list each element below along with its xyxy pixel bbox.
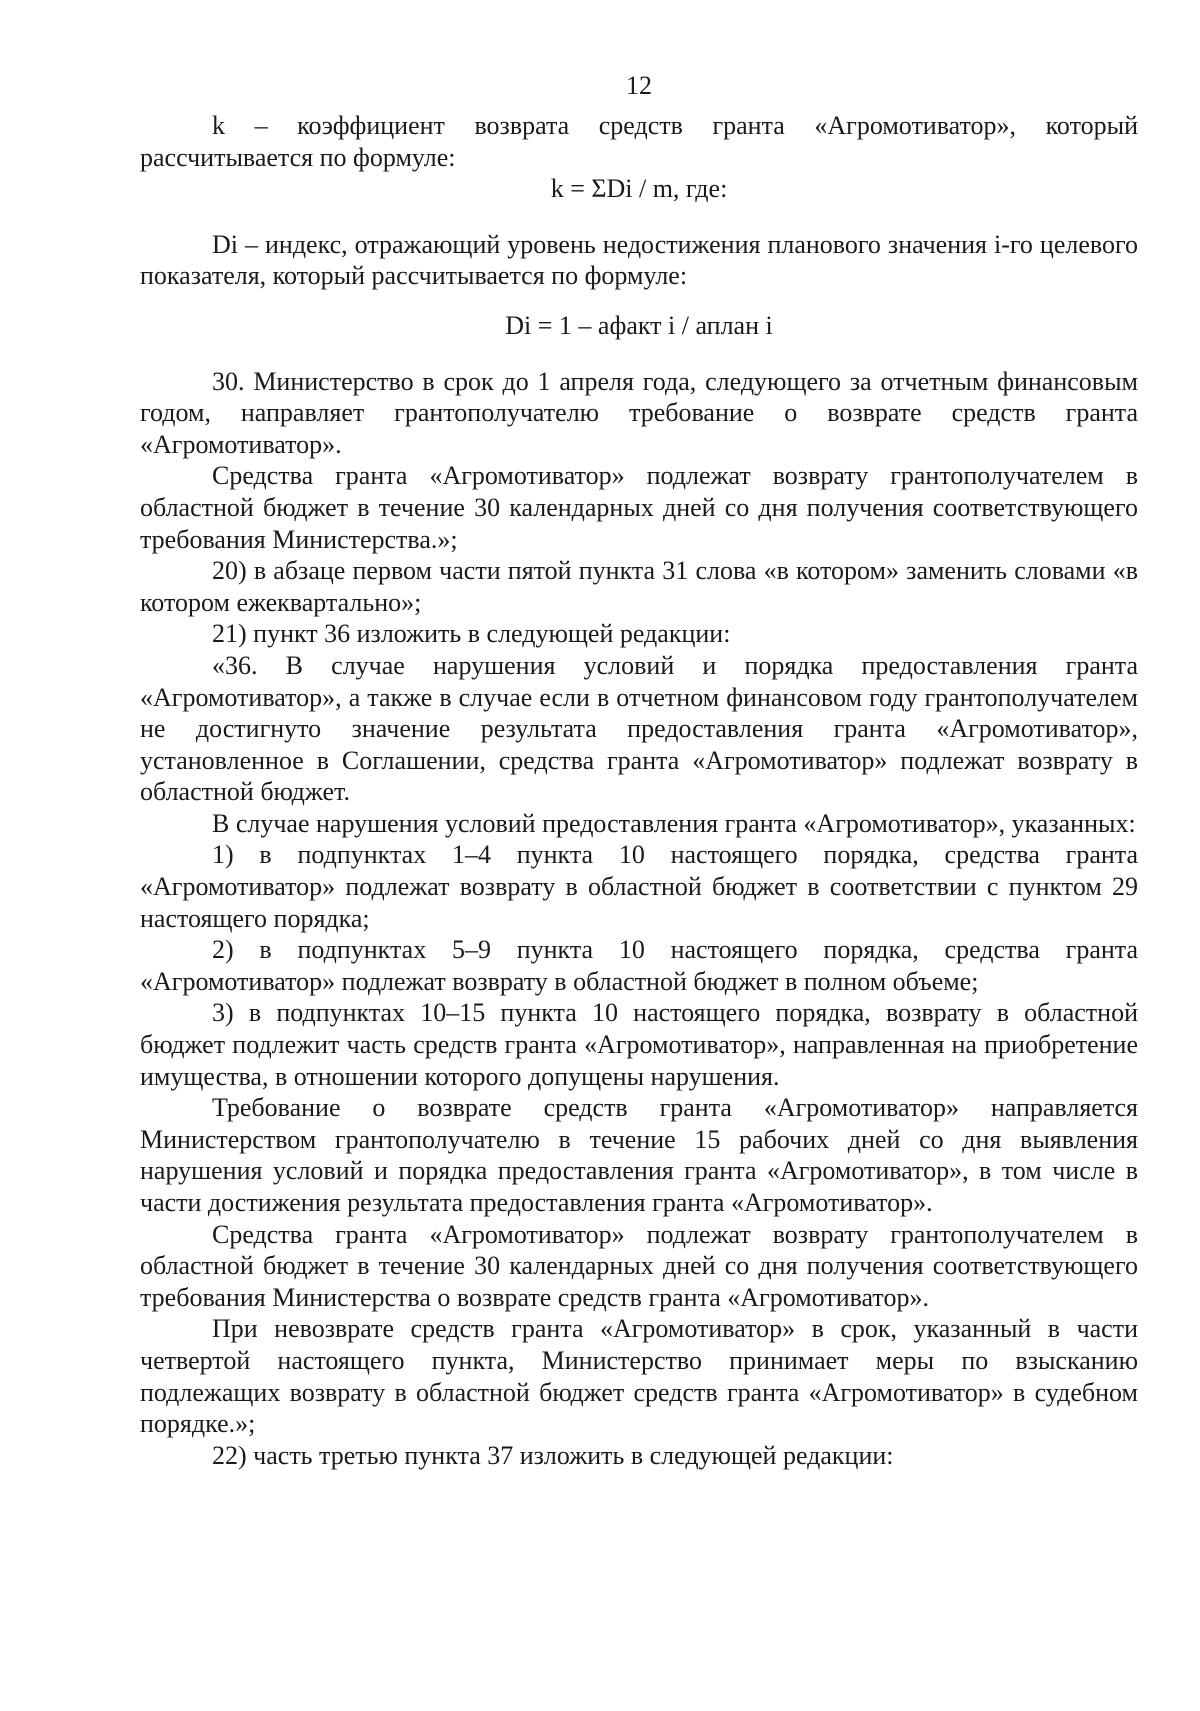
paragraph-amendment-22: 22) часть третью пункта 37 изложить в следующей редакции: xyxy=(212,1440,894,1470)
paragraph-violation-cases: В случае нарушения условий предоставления гранта «Агромотиватор», указанных: xyxy=(212,808,1136,838)
paragraph-court-recovery: При невозврате средств гранта «Агромотиватор» в срок, указанный в части четвертой настоящего пункта, Министерство принимает меры по взысканию подлежащих возврату в областной бюджет средств гранта «Агромотиватор» в судебном порядке.»; xyxy=(140,1314,1138,1439)
formula-k: k = ΣDi / m, где: xyxy=(550,174,728,204)
paragraph-return-deadline: Средства гранта «Агромотиватор» подлежат возврату грантополучателем в областной бюджет в течение 30 календарных дней со дня получения соответствующего требования Министерства.»; xyxy=(140,461,1138,554)
paragraph-return-request: Требование о возврате средств гранта «Агромотиватор» направляется Министерством грантополучателю в течение 15 рабочих дней со дня выявления нарушения условий и порядка предоставления гранта «Агромотиватор», в том числе в части достижения результата предоставления гранта «Агромотиватор». xyxy=(140,1093,1138,1217)
paragraph-coefficient-k: k – коэффициент возврата средств гранта «Агромотиватор», который рассчитывается по формуле: xyxy=(140,111,1138,172)
list-item-2: 2) в подпунктах 5–9 пункта 10 настоящего порядка, средства гранта «Агромотиватор» подлежат возврату в областной бюджет в полном объеме; xyxy=(140,935,1138,996)
paragraph-return-30-days: Средства гранта «Агромотиватор» подлежат возврату грантополучателем в областной бюджет в течение 30 календарных дней со дня получения соответствующего требования Министерства о возврате средств гранта «Агромотиватор». xyxy=(140,1219,1138,1312)
list-item-1: 1) в подпунктах 1–4 пункта 10 настоящего порядка, средства гранта «Агромотиватор» подлежат возврату в областной бюджет в соответствии с пунктом 29 настоящего порядка; xyxy=(140,840,1138,933)
page-number: 12 xyxy=(626,71,652,100)
paragraph-amendment-21: 21) пункт 36 изложить в следующей редакции: xyxy=(212,619,731,649)
document-page xyxy=(140,70,1138,1471)
paragraph-index-di: Di – индекс, отражающий уровень недостижения планового значения i-го целевого показателя, который рассчитывается по формуле: xyxy=(140,229,1138,291)
formula-di: Di = 1 – афакт i / аплан i xyxy=(505,310,773,340)
paragraph-item-36: «36. В случае нарушения условий и порядка предоставления гранта «Агромотиватор», а также в случае если в отчетном финансовом году грантополучателем не достигнуто значение результата предоставления гранта «Агромотиватор», установленное в Соглашении, средства гранта «Агромотиватор» подлежат возврату в областной бюджет. xyxy=(140,650,1138,807)
paragraph-amendment-20: 20) в абзаце первом части пятой пункта 31 слова «в котором» заменить словами «в котором ежеквартально»; xyxy=(140,556,1138,617)
paragraph-item-30: 30. Министерство в срок до 1 апреля года, следующего за отчетным финансовым годом, направляет грантополучателю требование о возврате средств гранта «Агромотиватор». xyxy=(140,366,1138,459)
list-item-3: 3) в подпунктах 10–15 пункта 10 настоящего порядка, возврату в областной бюджет подлежит часть средств гранта «Агромотиватор», направленная на приобретение имущества, в отношении которого допущены нарушения. xyxy=(140,998,1138,1091)
